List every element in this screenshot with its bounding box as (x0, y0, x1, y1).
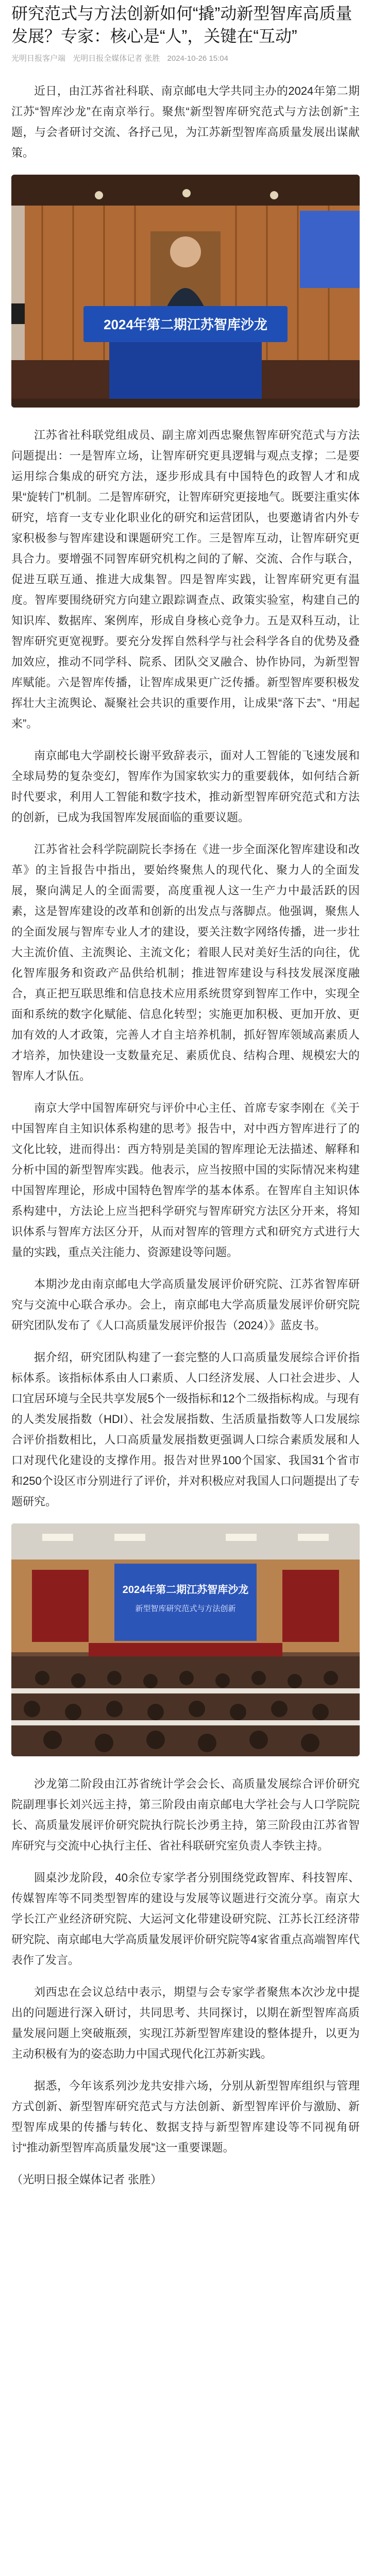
paragraph: 南京邮电大学副校长谢平致辞表示，面对人工智能的飞速发展和全球局势的复杂变幻，智库作为国家软实力的重要载体，如何结合新时代要求，利用人工智能和数字技术，推动新型智库研究范式和方法的创新，已成为我国智库发展面临的重要议题。 (11, 749, 360, 824)
paragraph: 本期沙龙由南京邮电大学高质量发展评价研究院、江苏省智库研究与交流中心联合承办。会上，南京邮电大学高质量发展评价研究院研究团队发布了《人口高质量发展评价报告（2024）》蓝皮书。 (11, 1278, 360, 1332)
article-meta (11, 53, 360, 63)
paragraph: 刘西忠在会议总结中表示，期望与会专家学者聚焦本次沙龙中提出的问题进行深入研讨，共同思考、共同探讨，以期在新型智库高质量发展问题上突破瓶颈，实现江苏新型智库建设的整体提升，以更为主动积极有为的姿态助力中国式现代化江苏新实践。 (11, 1986, 360, 2060)
article-signature: （光明日报全媒体记者 张胜） (11, 2173, 162, 2186)
photo-screen-title: 2024年第二期江苏智库沙龙 (122, 1584, 249, 1596)
photo-screen-subtitle: 新型智库研究范式与方法创新 (135, 1604, 236, 1613)
paragraph: 南京大学中国智库研究与评价中心主任、首席专家李刚在《关于中国智库自主知识体系构建的思考》报告中，对中西方智库进行了的文化比较，进而得出：西方特别是美国的智库理论无法描述、解释和分析中国的新型智库实践。他表示，应当按照中国的实际情况来构建中国智库理论，形成中国特色智库学的基本体系。在智库自主知识体系构建中，方法论上应当把科学研究与智库研究方法区分开来，将知识体系与智库方法区分开，从而对智库的管理方式和研究方式进行大量的实践，重点关注能力、资源建设等问题。 (11, 1101, 360, 1259)
paragraph: 近日，由江苏省社科联、南京邮电大学共同主办的2024年第二期江苏“智库沙龙”在南京举行。聚焦“新型智库研究范式与方法创新”主题，与会者研讨交流、各抒己见，为江苏新型智库高质量发展出谋献策。 (11, 84, 360, 159)
event-photo-hall[interactable] (11, 1523, 360, 1756)
paragraph: 江苏省社科联党组成员、副主席刘西忠聚焦智库研究范式与方法问题提出：一是智库立场，让智库研究更具逻辑与观点支撑；二是要运用综合集成的研究方法，逐步形成具有中国特色的政智人才和成果“旋转门”机制。二是智库研究，让智库研究更接地气。既要注重实体研究，培育一支专业化职业化的研究和运营团队，也要邀请省内外专家积极参与智库建设和课题研究工作。三是智库互动，让智库研究更具合力。要增强不同智库研究机构之间的了解、交流、合作与联合，促进互联互通、推进大成集智。四是智库实践，让智库研究更有温度。智库要围绕研究方向建立跟踪调查点、政策实验室，构建自己的知识库、数据库、案例库，形成自身核心竞争力。五是双科互动，让智库研究更宽视野。要充分发挥自然科学与社会科学各自的优势及叠加效应，推动不同学科、院系、团队交叉融合、协作协同，为新型智库赋能。六是智库传播，让智库成果更广泛传播。新型智库要积极发挥壮大主流舆论、凝聚社会共识的重要作用，让成果“落下去”、“用起来”。 (11, 429, 360, 730)
speaker-photo-image (11, 175, 360, 408)
hall-photo-image (11, 1523, 360, 1756)
paragraph: 圆桌沙龙阶段，40余位专家学者分别围绕党政智库、科技智库、传媒智库等不同类型智库的建设与发展等议题进行交流分享。南京大学长江产业经济研究院、大运河文化带建设研究院、江苏长江经济带研究院、南京邮电大学高质量发展评价研究院等4家省重点高端智库代表作了发言。 (11, 1871, 360, 1967)
paragraph: 据介绍，研究团队构建了一套完整的人口高质量发展综合评价指标体系。该指标体系由人口素质、人口经济发展、人口社会进步、人口宜居环境与全民共享发展5个一级指标和12个二级指标构成。与现有的人类发展指数（HDI）、社会发展指数、生活质量指数等人口发展综合评价指数相比，人口高质量发展指数更强调人口综合素质发展和人口对现代化建设的支撑作用。报告对世界100个国家、我国31个省市和250个设区市分别进行了评价，并对积极应对我国人口问题提出了专题研究。 (11, 1351, 360, 1508)
event-photo-speaker[interactable] (11, 175, 360, 408)
paragraph: 据悉，今年该系列沙龙共安排六场，分别从新型智库组织与管理方式创新、新型智库研究范式与方法创新、新型智库评价与激励、新型智库成果的传播与转化、数据支持与新型智库建设等不同视角研讨“推动新型智库高质量发展”这一重要课题。 (11, 2079, 360, 2154)
article-title: 研究范式与方法创新如何“撬”动新型智库高质量发展？专家：核心是“人”，关键在“互动” (11, 4, 352, 45)
photo-banner-text: 2024年第二期江苏智库沙龙 (104, 317, 267, 332)
article-date: 2024-10-26 15:04 (167, 54, 228, 63)
paragraph: 江苏省社会科学院副院长李扬在《进一步全面深化智库建设和改革》的主旨报告中指出，要始终聚焦人的现代化、聚力人的全面发展，聚向满足人的全面需要，高度重视人这一生产力中最活跃的因素，这是智库建设的改革和创新的出发点与落脚点。他强调，聚焦人的全面发展与智库专业人才的建设，要关注数字网络传播，进一步壮大主流价值、主流舆论、主流文化；着眼人民对美好生活的向往，优化智库服务和资政产品供给机制；推进智库建设与科技发展深度融合，真正把互联思维和信息技术应用系统贯穿到智库工作中，实现全面和系统的数字化赋能、信息化转型；实施更加积极、更加开放、更加有效的人才政策，完善人才自主培养机制，抓好智库领域高素质人才培养，加快建设一支数量充足、素质优良、结构合理、规模宏大的智库人才队伍。 (11, 843, 360, 1082)
article-author: 光明日报全媒体记者 张胜 (73, 54, 160, 63)
article-source[interactable]: 光明日报客户端 (11, 54, 66, 63)
paragraph: 沙龙第二阶段由江苏省统计学会会长、高质量发展综合评价研究院副理事长刘兴远主持，第三阶段由南京邮电大学社会与人口学院院长、高质量发展评价研究院执行院长沙勇主持，第三阶段由江苏省智库研究与交流中心执行主任、省社科联研究室负责人李铁主持。 (11, 1777, 360, 1852)
